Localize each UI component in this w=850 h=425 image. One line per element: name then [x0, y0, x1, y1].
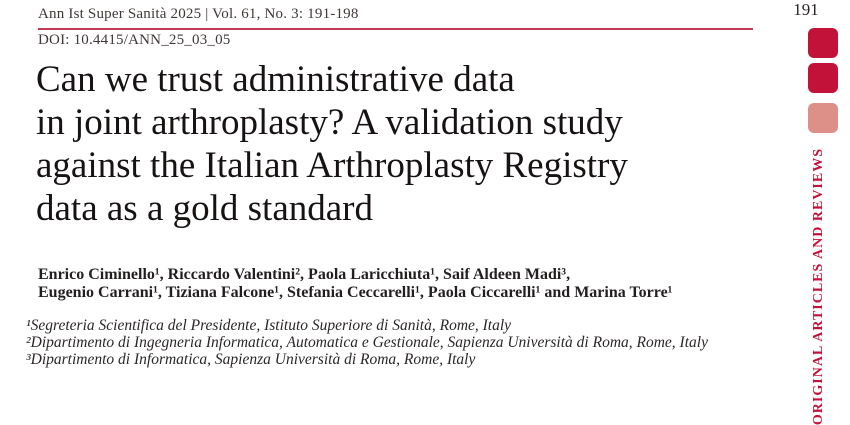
article-title-line: in joint arthroplasty? A validation study — [36, 102, 623, 143]
article-title-line: data as a gold standard — [36, 188, 373, 229]
affiliation: ²Dipartimento di Ingegneria Informatica, Automatica e Gestionale, Sapienza Università di Roma, Rome, Italy — [26, 334, 708, 351]
header-rule — [38, 28, 753, 30]
affiliation: ³Dipartimento di Informatica, Sapienza Università di Roma, Rome, Italy — [26, 351, 476, 368]
affiliation: ¹Segreteria Scientifica del Presidente, Istituto Superiore di Sanità, Rome, Italy — [26, 317, 512, 334]
article-title — [36, 58, 776, 230]
page-number: 191 — [793, 0, 819, 19]
section-label-vertical: ORIGINAL ARTICLES AND REVIEWS — [811, 148, 826, 425]
affiliation-list — [26, 317, 711, 368]
doi-line: DOI: 10.4415/ANN_25_03_05 — [38, 32, 231, 48]
author-line: Eugenio Carrani¹, Tiziana Falcone¹, Stefania Ceccarelli¹, Paola Ciccarelli¹ and Marina Torre¹ — [38, 284, 673, 301]
author-list — [38, 266, 798, 302]
section-marker-square-1 — [808, 28, 838, 58]
article-title-line: Can we trust administrative data — [36, 59, 515, 100]
section-marker-square-3 — [808, 103, 838, 133]
section-marker-square-2 — [808, 63, 838, 93]
article-title-line: against the Italian Arthroplasty Registry — [36, 145, 628, 186]
journal-citation-line: Ann Ist Super Sanità 2025 | Vol. 61, No. 3: 191-198 — [38, 6, 359, 22]
author-line: Enrico Ciminello¹, Riccardo Valentini², Paola Laricchiuta¹, Saif Aldeen Madi³, — [38, 266, 571, 283]
